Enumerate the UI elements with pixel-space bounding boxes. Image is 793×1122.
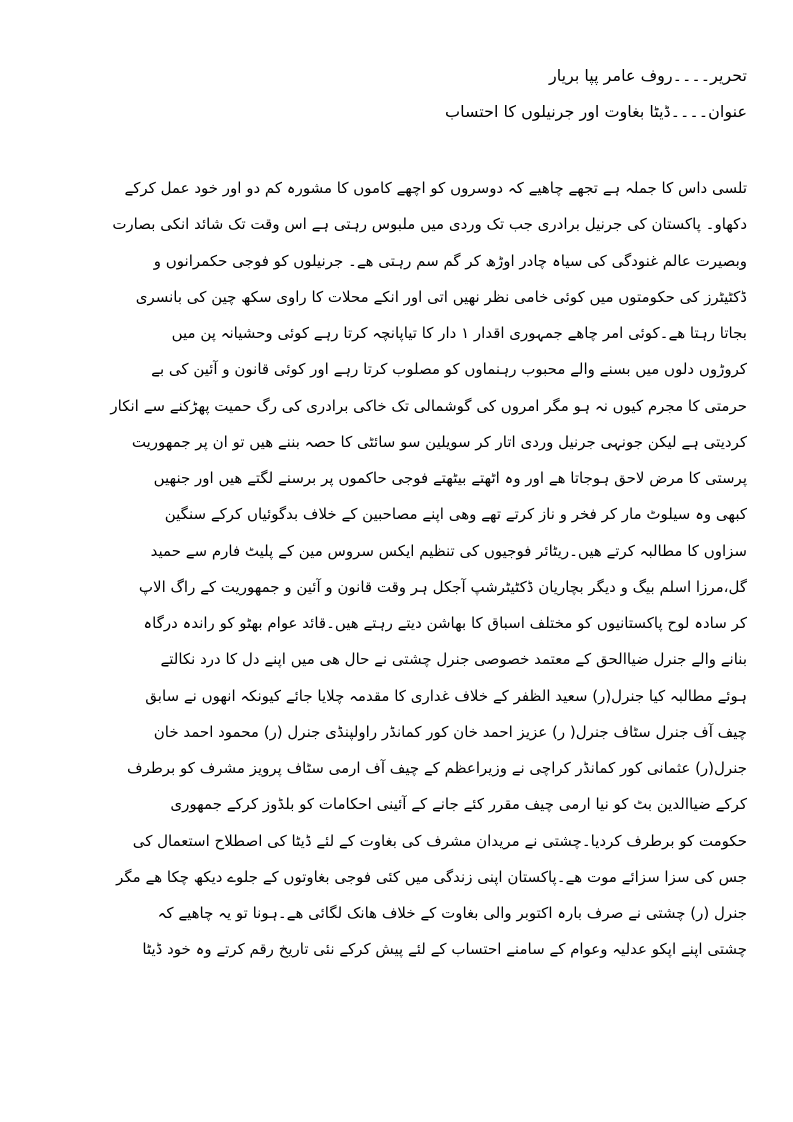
paragraph-line: وبصیرت عالم غنودگی کی سیاہ چادر اوڑھ کر گم سم رہتی ھے۔ جرنیلوں کو فوجی حکمرانوں و bbox=[153, 251, 747, 270]
paragraph-line: جنرل (ر) چشتی نے صرف بارہ اکتوبر والی بغاوت کے خلاف ھانک لگائی ھے۔ہونا تو یہ چاھیے کہ bbox=[157, 904, 747, 922]
paragraph-line: کرکے ضیاالدین بٹ کو نیا ارمی چیف مقرر کئے جانے کے آئینی احکامات کو بلڈوز کرکے جمھوری bbox=[170, 795, 747, 814]
paragraph-line: حرمتی کا مجرم کیوں نہ ہو مگر امروں کی گوشمالی تک خاکی برادری کی رگ حمیت پھڑکنے سے انکار bbox=[110, 396, 747, 415]
paragraph-line: ہوئے مطالبہ کیا جنرل(ر) سعید الظفر کے خلاف غداری کا مقدمہ چلایا جائے کیونکہ انھوں نے سابق bbox=[145, 686, 747, 705]
paragraph-line: چیف آف جنرل سٹاف جنرل( ر) عزیز احمد خان کور کمانڈر راولپنڈی جنرل (ر) محمود احمد خان bbox=[153, 722, 747, 741]
paragraph-line: کروڑوں دلوں میں بسنے والے محبوب رہنماوں کو مصلوب کرتا رہے اور کوئی قانون و آئین کی بے bbox=[151, 360, 747, 379]
paragraph-line: پرستی کا مرض لاحق ہوجاتا ھے اور وہ اٹھتے بیٹھتے فوجی حاکموں پر برسنے لگتے ھیں اور جنھیں bbox=[153, 469, 747, 487]
paragraph-line: ڈکٹیٹرز کی حکومتوں میں کوئی خامی نظر نھیں اتی اور انکے محلات کا راوی سکھ چین کی بانسری bbox=[135, 287, 747, 306]
paragraph-line: سزاوں کا مطالبہ کرتے ھیں۔ریٹائر فوجیوں کی تنظیم ایکس سروس مین کے پلیٹ فارم سے حمید bbox=[150, 541, 747, 560]
paragraph-line: چشتی اپنے اپکو عدلیہ وعوام کے سامنے احتساب کے لئے پیش کرکے نئی تاریخ رقم کرتے وہ خود ڈیٹا bbox=[142, 940, 747, 959]
paragraph-line: کردیتی ہے لیکن جونہی جرنیل وردی اتار کر سویلین سو سائٹی کا حصہ بننے ھیں تو ان پر جمھوریت bbox=[131, 432, 747, 451]
title-line: عنوان۔۔۔۔ڈیٹا بغاوت اور جرنیلوں کا احتساب bbox=[445, 102, 747, 121]
paragraph-line: حکومت کو برطرف کردیا۔چشتی نے مریدان مشرف کی بغاوت کے لئے ڈیٹا کی اصطلاح استعمال کی bbox=[132, 831, 747, 850]
paragraph-line: بنانے والے جنرل ضیاالحق کے معتمد خصوصی جنرل چشتی نے حال ھی میں اپنے دل کا درد نکالتے bbox=[160, 650, 747, 669]
paragraph-line: تلسی داس کا جملہ ہے تجھے چاھیے کہ دوسروں کو اچھے کاموں کا مشورہ کم دو اور خود عمل کرکے bbox=[124, 179, 747, 197]
paragraph-line: کبھی وہ سیلوٹ مار کر فخر و ناز کرتے تھے وھی اپنے مصاحبین کے خلاف بدگوئیاں کرکے سنگین bbox=[164, 505, 747, 524]
article-body bbox=[95, 170, 747, 968]
paragraph-line: جنرل(ر) عثمانی کور کمانڈر کراچی نے وزیراعظم کے چیف آف ارمی سٹاف پرویز مشرف کو برطرف bbox=[127, 759, 747, 777]
paragraph-line: گل،مرزا اسلم بیگ و دیگر بچاریان ڈکٹیٹرشپ آجکل ہر وقت قانون و آئین و جمھوریت کے راگ الاپ bbox=[138, 577, 747, 596]
paragraph-line: دکھاو۔ پاکستان کی جرنیل برادری جب تک وردی میں ملبوس رہتی ہے اس وقت تک شائد انکی بصارت bbox=[112, 215, 747, 234]
paragraph-line: بجاتا رہتا ھے۔کوئی امر چاھے جمہوری اقدار ١ دار کا تیاپانچہ کرتا رہے کوئی وحشیانہ پن میں bbox=[171, 324, 747, 342]
document-header bbox=[57, 58, 747, 130]
author-line: تحریر۔۔۔۔روف عامر پپا بریار bbox=[549, 66, 747, 85]
paragraph-line: کر سادہ لوح پاکستانیوں کو مختلف اسباق کا بھاشن دیتے رہتے ھیں۔قائد عوام بھٹو کو راندہ درگاہ bbox=[143, 614, 747, 632]
paragraph-line: جس کی سزا سزائے موت ھے۔پاکستان اپنی زندگی میں کئی فوجی بغاوتوں کے جلوے دیکھ چکا ھے مگر bbox=[116, 867, 747, 886]
